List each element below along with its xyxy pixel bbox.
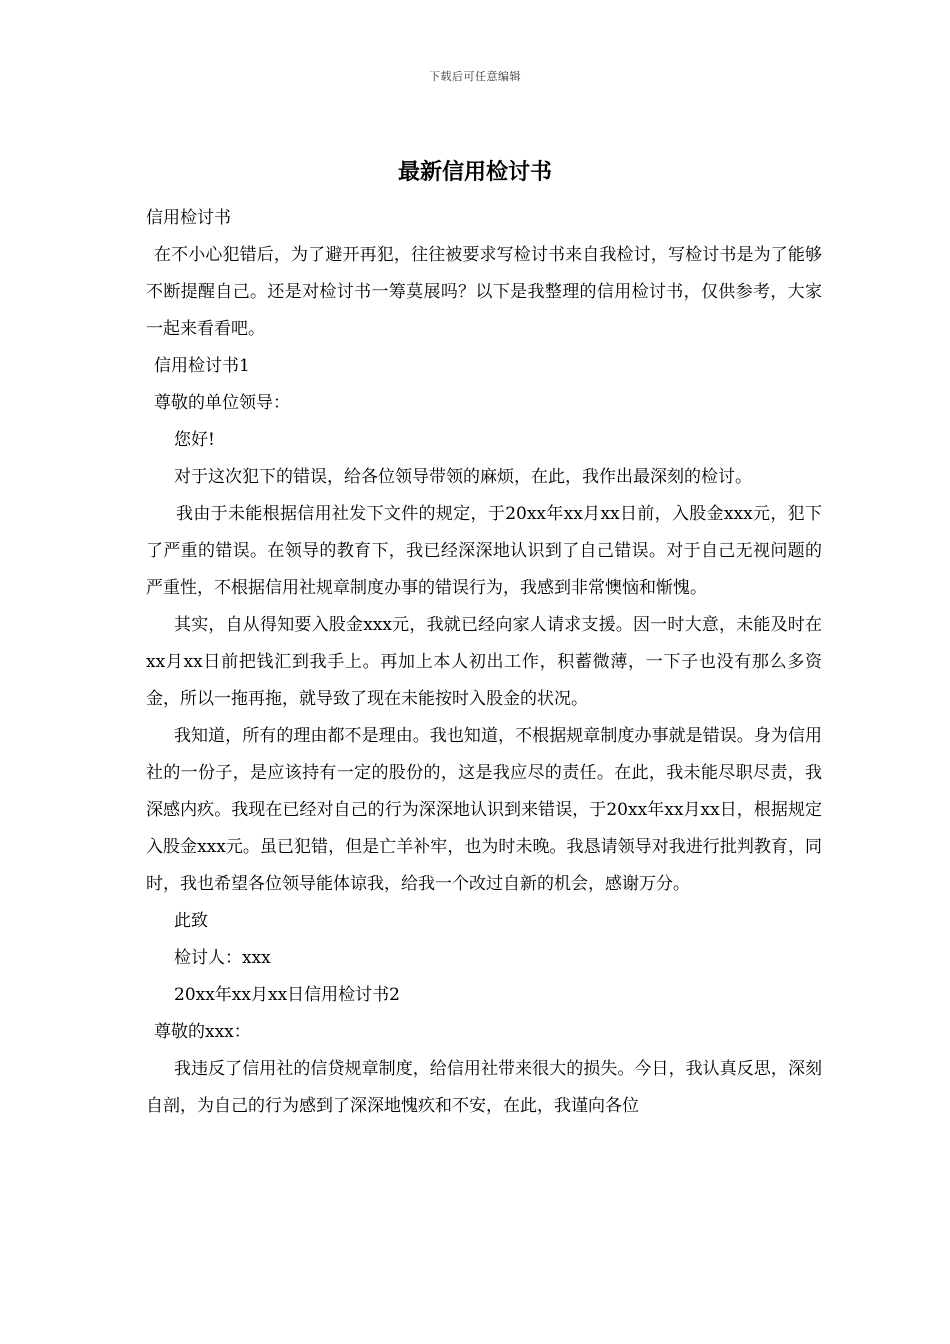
document-body [146, 200, 822, 1125]
intro-paragraph: 在不小心犯错后，为了避开再犯，往往被要求写检讨书来自我检讨，写检讨书是为了能够不断提醒自己。还是对检讨书一筹莫展吗？以下是我整理的信用检讨书，仅供参考，大家一起来看看吧。 [146, 245, 822, 339]
letter-1-paragraph: 对于这次犯下的错误，给各位领导带领的麻烦，在此，我作出最深刻的检讨。 [174, 467, 752, 487]
letter-1-paragraph: 其实，自从得知要入股金xxx元，我就已经向家人请求支援。因一时大意，未能及时在xx月xx日前把钱汇到我手上。再加上本人初出工作，积蓄微薄，一下子也没有那么多资金，所以一拖再拖，就导致了现在未能按时入股金的状况。 [146, 615, 822, 709]
letter-1-heading: 信用检讨书1 [154, 356, 250, 376]
letter-1-paragraph: 我由于未能根据信用社发下文件的规定，于20xx年xx月xx日前，入股金xxx元，犯下了严重的错误。在领导的教育下，我已经深深地认识到了自己错误。对于自己无视问题的严重性，不根据信用社规章制度办事的错误行为，我感到非常懊恼和惭愧。 [146, 504, 822, 598]
letter-1-closing: 此致 [174, 911, 208, 931]
letter-1-signature: 检讨人：xxx [174, 948, 271, 968]
document-title: 最新信用检讨书 [397, 159, 552, 185]
section-heading: 信用检讨书 [146, 208, 231, 228]
letter-1-paragraph: 我知道，所有的理由都不是理由。我也知道，不根据规章制度办事就是错误。身为信用社的一份子，是应该持有一定的股份的，这是我应尽的责任。在此，我未能尽职尽责，我深感内疚。我现在已经对自己的行为深深地认识到来错误，于20xx年xx月xx日，根据规定入股金xxx元。虽已犯错，但是亡羊补牢，也为时未晚。我恳请领导对我进行批判教育，同时，我也希望各位领导能体谅我，给我一个改过自新的机会，感谢万分。 [146, 726, 822, 894]
header-note: 下载后可任意编辑 [429, 70, 521, 83]
letter-2-paragraph: 我违反了信用社的信贷规章制度，给信用社带来很大的损失。今日，我认真反思，深刻自剖，为自己的行为感到了深深地愧疚和不安，在此，我谨向各位 [146, 1059, 822, 1116]
letter-1-greeting: 您好! [174, 430, 215, 450]
letter-1-salutation: 尊敬的单位领导： [154, 393, 290, 413]
letter-1-date-and-letter-2-heading: 20xx年xx月xx日信用检讨书2 [174, 985, 400, 1005]
letter-2-salutation: 尊敬的xxx： [154, 1022, 251, 1042]
